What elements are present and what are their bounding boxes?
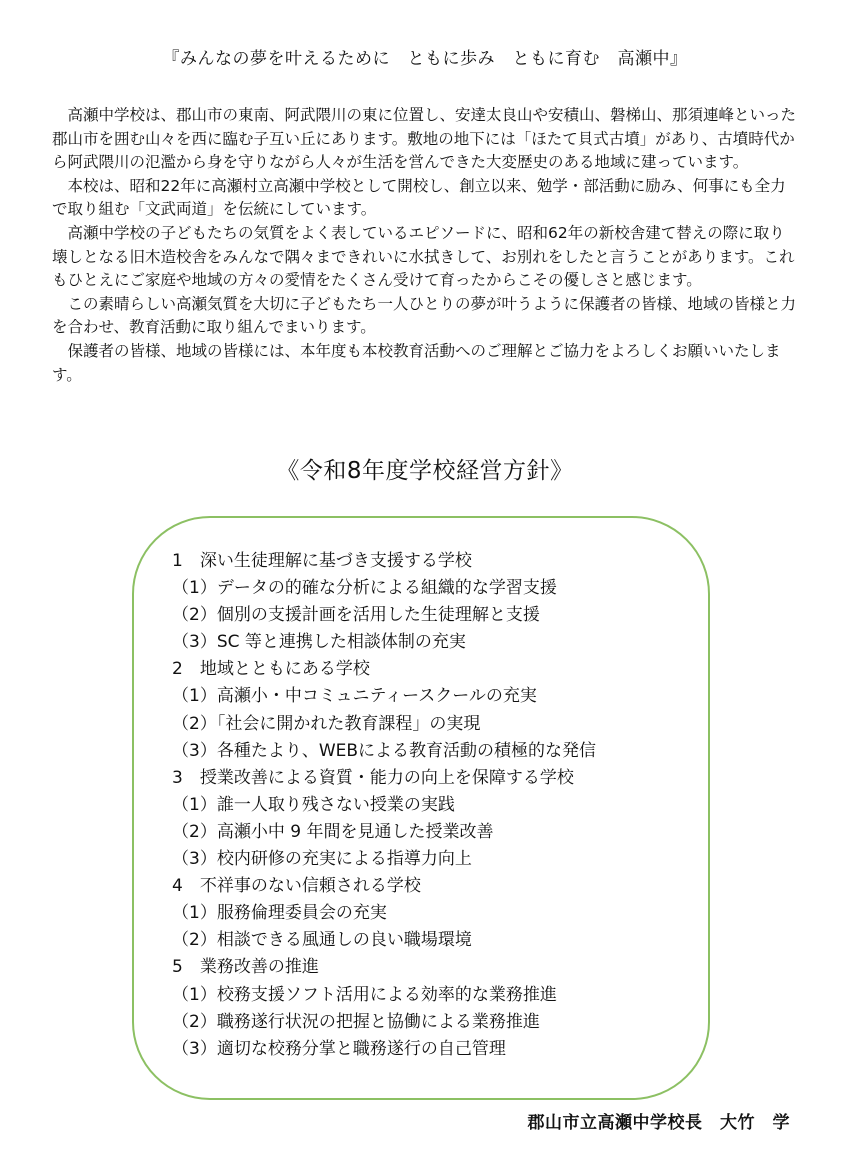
intro-paragraph: 高瀬中学校の子どもたちの気質をよく表しているエピソードに、昭和62年の新校舎建て替えの際に取り壊しとなる旧木造校舎をみんなで隅々まできれいに水拭きして、お別れをしたと言うことがあります。これもひとえにご家庭や地域の方々の愛情をたくさん受けて育ったからこその優しさと感じます。	[52, 223, 795, 290]
policy-item: （2）相談できる風通しの良い職場環境	[172, 930, 472, 951]
policy-item: （2）「社会に開かれた教育課程」の実現	[172, 713, 481, 734]
policy-item: （2）高瀬小中 9 年間を見通した授業改善	[172, 821, 494, 842]
policy-heading: 5 業務改善の推進	[172, 957, 319, 978]
policy-item: （3）各種たより、WEBによる教育活動の積極的な発信	[172, 740, 597, 761]
motto: 『みんなの夢を叶えるために ともに歩み ともに育む 高瀬中』	[162, 49, 688, 69]
intro-text	[52, 104, 800, 387]
policy-item: （1）校務支援ソフト活用による効率的な業務推進	[172, 984, 557, 1005]
policy-item: （2）個別の支援計画を活用した生徒理解と支援	[172, 605, 540, 626]
policy-item: （1）高瀬小・中コミュニティースクールの充実	[172, 686, 537, 707]
intro-paragraph: この素晴らしい高瀬気質を大切に子どもたち一人ひとりの夢が叶うように保護者の皆様、地域の皆様と力を合わせ、教育活動に取り組んでまいります。	[52, 294, 797, 337]
intro-paragraph: 本校は、昭和22年に高瀬村立高瀬中学校として開校し、創立以来、勉学・部活動に励み、何事にも全力で取り組む「文武両道」を伝統にしています。	[52, 176, 786, 219]
policy-list	[172, 548, 692, 1063]
principal-signature: 郡山市立高瀬中学校長 大竹 学	[527, 1113, 790, 1133]
policy-item: （3）適切な校務分掌と職務遂行の自己管理	[172, 1038, 506, 1059]
policy-heading: 1 深い生徒理解に基づき支援する学校	[172, 551, 472, 571]
intro-paragraph: 高瀬中学校は、郡山市の東南、阿武隈川の東に位置し、安達太良山や安積山、磐梯山、那須連峰といった郡山市を囲む山々を西に臨む子互い丘にあります。敷地の地下には「ほたて貝式古墳」があり、古墳時代から阿武隈川の氾濫から身を守りながら人々が生活を営んできた大変歴史のある地域に建っています。	[52, 106, 797, 172]
policy-item: （2）職務遂行状況の把握と協働による業務推進	[172, 1011, 540, 1032]
intro-paragraph: 保護者の皆様、地域の皆様には、本年度も本校教育活動へのご理解とご協力をよろしくお願いいたします。	[52, 341, 781, 384]
policy-heading: 3 授業改善による資質・能力の向上を保障する学校	[172, 767, 574, 788]
policy-heading: 4 不祥事のない信頼される学校	[172, 876, 421, 897]
policy-item: （1）服務倫理委員会の充実	[172, 903, 387, 924]
policy-heading: 2 地域とともにある学校	[172, 659, 370, 680]
policy-item: （3）SC 等と連携した相談体制の充実	[172, 632, 466, 653]
policy-title: 《令和8年度学校経営方針》	[276, 458, 574, 484]
policy-item: （1）誰一人取り残さない授業の実践	[172, 794, 455, 815]
policy-item: （1）データの的確な分析による組織的な学習支援	[172, 578, 557, 599]
policy-item: （3）校内研修の充実による指導力向上	[172, 849, 472, 870]
